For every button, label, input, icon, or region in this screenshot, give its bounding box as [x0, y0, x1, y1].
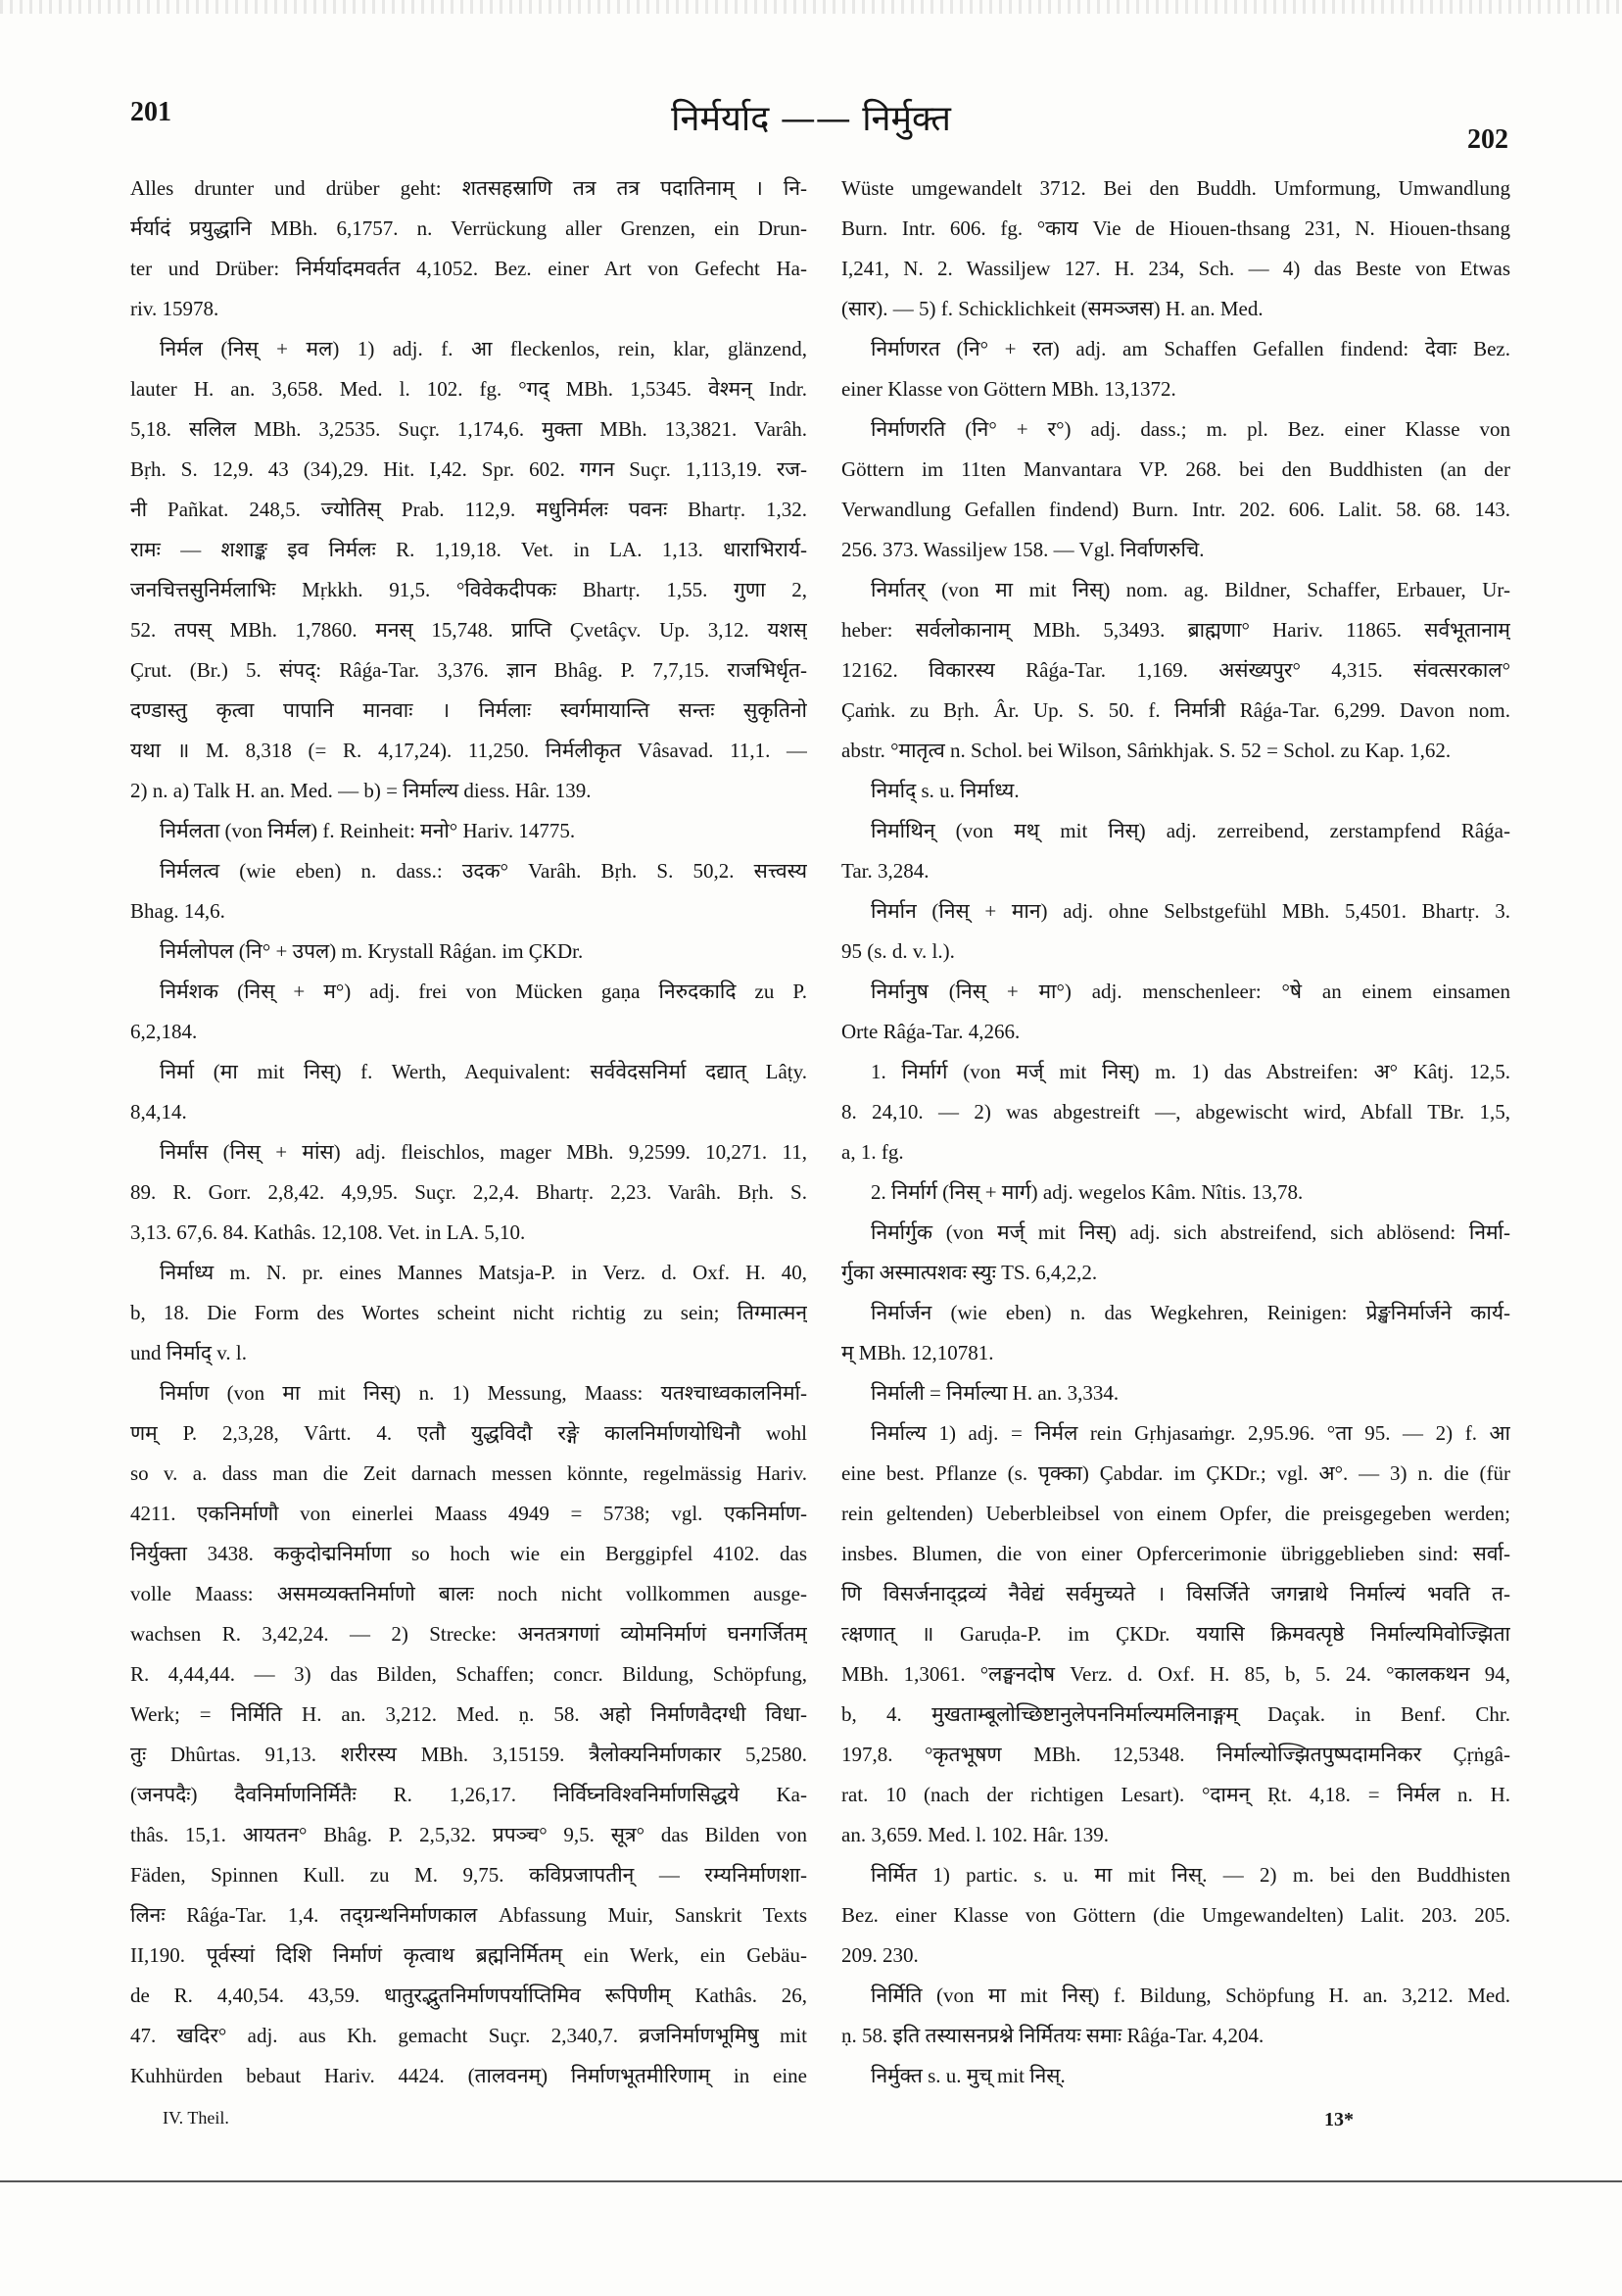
- entry-line: [841, 1735, 1510, 1775]
- entry-line-text: 197,8. °कृतभूषण MBh. 12,5348. निर्माल्योज्झितपुष्पदामनिकर Çṛṅgâ-: [841, 1743, 1510, 1766]
- entry-line-text: 52. तपस् MBh. 1,7860. मनस् 15,748. प्राप्ति Çvetâçv. Up. 3,12. यशस्: [130, 618, 807, 642]
- entry-line-text: rein geltenden) Ueberbleibsel von einem Opfer, die preisgegeben werden;: [841, 1502, 1510, 1525]
- entry-line: [841, 1052, 1510, 1092]
- entry-line: [130, 771, 807, 811]
- entry-line: [130, 1132, 807, 1172]
- entry-line: [130, 972, 807, 1012]
- entry-line-text: Kuhhürden bebaut Hariv. 4424. (तालवनम्) निर्माणभूतमीरिणाम् in eine: [130, 2064, 807, 2087]
- entry-line: [130, 1534, 807, 1574]
- entry-line-text: निर्मित 1) partic. s. u. मा mit निस्. — 2) m. bei den Buddhisten: [871, 1863, 1510, 1887]
- entry-line: [841, 289, 1510, 329]
- entry-line: [841, 1775, 1510, 1815]
- entry-line-text: निर्माल्य 1) adj. = निर्मल rein Gṛhjasaṁgr. 2,95.96. °ता 95. — 2) f. आ: [871, 1421, 1510, 1445]
- entry-line: [841, 1494, 1510, 1534]
- entry-line: [130, 530, 807, 570]
- entry-line: [841, 490, 1510, 530]
- entry-line-text: निर्मलत्व (wie eben) n. dass.: उदक° Varâh. Bṛh. S. 50,2. सत्त्वस्य: [160, 859, 807, 883]
- entry-line-text: Göttern im 11ten Manvantara VP. 268. bei den Buddhisten (an der: [841, 457, 1510, 481]
- entry-line: [841, 1092, 1510, 1132]
- entry-line: [130, 168, 807, 209]
- entry-line-text: Çaṁk. zu Bṛh. Âr. Up. S. 50. f. निर्मात्री Râǵa-Tar. 6,299. Davon nom.: [841, 698, 1510, 722]
- entry-line: [130, 289, 807, 329]
- entry-line: [841, 1413, 1510, 1454]
- signature-mark: 13*: [1324, 2109, 1354, 2130]
- entry-line: [841, 329, 1510, 369]
- entry-line-text: निर्माथिन् (von मथ् mit निस्) adj. zerreibend, zerstampfend Râǵa-: [871, 819, 1510, 842]
- entry-line: [130, 1574, 807, 1614]
- dictionary-entry: [130, 1373, 807, 2096]
- entry-line-text: abstr. °मातृत्व n. Schol. bei Wilson, Sâṁkhjak. S. 52 = Schol. zu Kap. 1,62.: [841, 739, 1452, 762]
- dictionary-entry: [841, 1293, 1510, 1373]
- entry-line-text: Wüste umgewandelt 3712. Bei den Buddh. Umformung, Umwandlung: [841, 176, 1510, 200]
- entry-line: [130, 369, 807, 409]
- entry-line: [841, 972, 1510, 1012]
- entry-line-text: 209. 230.: [841, 1943, 919, 1967]
- entry-line: [130, 450, 807, 490]
- entry-line: [130, 329, 807, 369]
- entry-line: [130, 1454, 807, 1494]
- entry-line-text: निर्माध्य m. N. pr. eines Mannes Matsja-P. in Verz. d. Oxf. H. 40,: [160, 1261, 807, 1284]
- entry-line-text: rat. 10 (nach der richtigen Lesart). °दामन् Ṛt. 4,18. = निर्मल n. H.: [841, 1783, 1510, 1806]
- entry-line: [841, 650, 1510, 691]
- entry-line-text: 2. निर्मार्ग (निस् + मार्ग) adj. wegelos Kâm. Nîtis. 13,78.: [871, 1180, 1304, 1204]
- entry-line-text: 12162. विकारस्य Râǵa-Tar. 1,169. असंख्यपुर° 4,315. संवत्सरकाल°: [841, 658, 1510, 682]
- entry-line-text: णि विसर्जनाद्द्रव्यं नैवेद्यं सर्वमुच्यते । विसर्जिते जगन्नाथे निर्माल्यं भवति त-: [841, 1582, 1510, 1605]
- entry-line: [130, 1373, 807, 1413]
- entry-line-text: म् MBh. 12,10781.: [841, 1341, 994, 1364]
- entry-line: [130, 249, 807, 289]
- dictionary-entry: [130, 1052, 807, 1132]
- entry-line: [841, 1373, 1510, 1413]
- entry-line-text: heber: सर्वलोकानाम् MBh. 5,3493. ब्राह्मणा° Hariv. 11865. सर्वभूतानाम्: [841, 618, 1510, 642]
- entry-line: [841, 1895, 1510, 1936]
- entry-line-text: नी Pañkat. 248,5. ज्योतिस् Prab. 112,9. मधुनिर्मलः पवनः Bhartṛ. 1,32.: [130, 498, 807, 521]
- entry-line: [130, 1253, 807, 1293]
- entry-line-text: thâs. 15,1. आयतन° Bhâg. P. 2,5,32. प्रपञ्च° 9,5. सूत्र° das Bilden von: [130, 1823, 807, 1846]
- entry-line-text: Werk; = निर्मिति H. an. 3,212. Med. ṇ. 58. अहो निर्माणवैदग्धी विधा-: [130, 1702, 807, 1726]
- entry-line: [130, 1052, 807, 1092]
- entry-line: [841, 168, 1510, 209]
- entry-line: [841, 1654, 1510, 1695]
- entry-line: [841, 1213, 1510, 1253]
- entry-line-text: 256. 373. Wassiljew 158. — Vgl. निर्वाणरुचि.: [841, 538, 1205, 561]
- dictionary-entry: [841, 1413, 1510, 1855]
- entry-line-text: 3,13. 67,6. 84. Kathâs. 12,108. Vet. in LA. 5,10.: [130, 1220, 526, 1244]
- entry-line: [841, 409, 1510, 450]
- entry-line-text: ter und Drüber: निर्मर्यादमवर्तत 4,1052. Bez. einer Art von Gefecht Ha-: [130, 257, 807, 280]
- entry-line: [130, 1333, 807, 1373]
- entry-line: [841, 1293, 1510, 1333]
- entry-line: [130, 1012, 807, 1052]
- entry-line-text: b, 18. Die Form des Wortes scheint nicht richtig zu sein; तिग्मात्मन्: [130, 1301, 807, 1324]
- entry-line-text: त्क्षणात् ॥ Garuḍa-P. im ÇKDr. ययासि क्रिमवत्पृष्ठे निर्माल्यमिवोज्झिता: [841, 1622, 1510, 1646]
- dictionary-entry: [841, 771, 1510, 811]
- entry-line-text: insbes. Blumen, die von einer Opfercerimonie übriggeblieben sind: सर्वा-: [841, 1542, 1510, 1565]
- entry-line: [841, 2016, 1510, 2056]
- entry-line: [841, 1976, 1510, 2016]
- dictionary-entry: [841, 1172, 1510, 1213]
- entry-line-text: I,241, N. 2. Wassiljew 127. H. 234, Sch. — 4) das Beste von Etwas: [841, 257, 1510, 280]
- page-number-left: 201: [130, 97, 171, 127]
- entry-line: [841, 450, 1510, 490]
- entry-line-text: निर्मिति (von मा mit निस्) f. Bildung, Schöpfung H. an. 3,212. Med.: [871, 1984, 1510, 2007]
- entry-line: [841, 610, 1510, 650]
- entry-line: [130, 209, 807, 249]
- entry-line-text: दण्डास्तु कृत्वा पापानि मानवाः । निर्मलाः स्वर्गमायान्ति सन्तः सुकृतिनो: [130, 698, 807, 722]
- entry-line: [130, 610, 807, 650]
- dictionary-entry: [130, 329, 807, 811]
- entry-line-text: निर्मुक्त s. u. मुच् mit निस्.: [871, 2064, 1066, 2087]
- dictionary-entry: [130, 168, 807, 329]
- entry-line: [130, 1413, 807, 1454]
- entry-line: [130, 650, 807, 691]
- right-column: [841, 168, 1510, 2096]
- entry-line-text: यथा ॥ M. 8,318 (= R. 4,17,24). 11,250. निर्मलीकृत Vâsavad. 11,1. —: [130, 739, 807, 762]
- volume-note: IV. Theil.: [163, 2108, 229, 2128]
- entry-line-text: तुः Dhûrtas. 91,13. शरीरस्य MBh. 3,15159. त्रैलोक्यनिर्माणकार 5,2580.: [130, 1743, 807, 1766]
- entry-line-text: volle Maass: असमव्यक्तनिर्माणो बालः noch nicht vollkommen ausge-: [130, 1582, 807, 1605]
- entry-line-text: निर्मल (निस् + मल) 1) adj. f. आ fleckenlos, rein, klar, glänzend,: [160, 337, 807, 360]
- entry-line: [841, 1454, 1510, 1494]
- entry-line-text: निर्माणरत (नि° + रत) adj. am Schaffen Gefallen findend: देवाः Bez.: [871, 337, 1510, 360]
- entry-line-text: und निर्माद् v. l.: [130, 1341, 247, 1364]
- page-number-right: 202: [1467, 124, 1508, 155]
- dictionary-entry: [841, 1373, 1510, 1413]
- entry-line-text: 4211. एकनिर्माणौ von einerlei Maass 4949 = 5738; vgl. एकनिर्माण-: [130, 1502, 807, 1525]
- entry-line-text: (जनपदैः) दैवनिर्माणनिर्मितैः R. 1,26,17. निर्विघ्नविश्वनिर्माणसिद्धये Ka-: [130, 1783, 807, 1806]
- entry-line: [130, 1815, 807, 1855]
- dictionary-entry: [841, 891, 1510, 972]
- entry-line-text: riv. 15978.: [130, 297, 219, 320]
- dictionary-entry: [130, 811, 807, 851]
- entry-line: [130, 1855, 807, 1895]
- running-head: निर्मर्याद —— निर्मुक्त: [671, 99, 951, 139]
- entry-line-text: निर्मानुष (निस् + मा°) adj. menschenleer: °षे an einem einsamen: [871, 980, 1510, 1003]
- dictionary-entry: [841, 1976, 1510, 2056]
- entry-line: [130, 932, 807, 972]
- scan-edge: [0, 0, 1622, 14]
- entry-line-text: निर्मलता (von निर्मल) f. Reinheit: मनो° Hariv. 14775.: [160, 819, 576, 842]
- entry-line: [841, 731, 1510, 771]
- dictionary-entry: [841, 2056, 1510, 2096]
- entry-line: [130, 1494, 807, 1534]
- bottom-rule: [0, 2180, 1622, 2182]
- entry-line-text: 1. निर्मार्ग (von मर्ज् mit निस्) m. 1) das Abstreifen: अ° Kâtj. 12,5.: [871, 1060, 1510, 1083]
- entry-line: [130, 1895, 807, 1936]
- entry-line: [841, 1614, 1510, 1654]
- entry-line-text: eine best. Pflanze (s. पृक्का) Çabdar. im ÇKDr.; vgl. अ°. — 3) n. die (für: [841, 1461, 1510, 1485]
- entry-line-text: निर्मार्जन (wie eben) n. das Wegkehren, Reinigen: प्रेङ्खनिर्मार्जने कार्य-: [871, 1301, 1510, 1324]
- entry-line: [130, 891, 807, 932]
- entry-line: [130, 1936, 807, 1976]
- entry-line-text: निर्मांस (निस् + मांस) adj. fleischlos, mager MBh. 9,2599. 10,271. 11,: [160, 1140, 807, 1164]
- entry-line-text: रामः — शशाङ्क इव निर्मलः R. 1,19,18. Vet. in LA. 1,13. धाराभिरार्य-: [130, 538, 807, 561]
- entry-line: [841, 851, 1510, 891]
- entry-line: [841, 1534, 1510, 1574]
- entry-line-text: Bez. einer Klasse von Göttern (die Umgewandelten) Lalit. 203. 205.: [841, 1903, 1510, 1927]
- dictionary-entry: [841, 570, 1510, 771]
- entry-line: [841, 570, 1510, 610]
- entry-line-text: Tar. 3,284.: [841, 859, 930, 883]
- dictionary-entry: [841, 1855, 1510, 1976]
- dictionary-entry: [841, 409, 1510, 570]
- entry-line-text: R. 4,44,44. — 3) das Bilden, Schaffen; concr. Bildung, Schöpfung,: [130, 1662, 807, 1686]
- entry-line: [130, 570, 807, 610]
- entry-line: [130, 1695, 807, 1735]
- entry-line-text: र्गुका अस्मात्पशवः स्युः TS. 6,4,2,2.: [841, 1261, 1098, 1284]
- entry-line-text: निर्मातर् (von मा mit निस्) nom. ag. Bildner, Schaffer, Erbauer, Ur-: [871, 578, 1510, 601]
- entry-line: [841, 1253, 1510, 1293]
- dictionary-entry: [130, 1253, 807, 1373]
- entry-line-text: einer Klasse von Göttern MBh. 13,1372.: [841, 377, 1176, 401]
- entry-line: [841, 1172, 1510, 1213]
- entry-line-text: निर्माद् s. u. निर्माध्य.: [871, 779, 1020, 802]
- entry-line-text: b, 4. मुखताम्बूलोच्छिष्टानुलेपननिर्माल्यमलिनाङ्गम् Daçak. in Benf. Chr.: [841, 1702, 1510, 1726]
- entry-line: [841, 2056, 1510, 2096]
- entry-line-text: निर्माणरति (नि° + र°) adj. dass.; m. pl. Bez. einer Klasse von: [871, 417, 1510, 441]
- entry-line-text: de R. 4,40,54. 43,59. धातुरद्भुतनिर्माणपर्याप्तिमिव रूपिणीम् Kathâs. 26,: [130, 1984, 807, 2007]
- entry-line: [130, 731, 807, 771]
- entry-line-text: Burn. Intr. 606. fg. °काय Vie de Hiouen-thsang 231, N. Hiouen-thsang: [841, 216, 1510, 240]
- dictionary-entry: [130, 932, 807, 972]
- entry-line-text: wachsen R. 3,42,24. — 2) Strecke: अनतत्रगणां व्योमनिर्माणं घनगर्जितम्: [130, 1622, 807, 1646]
- entry-line-text: निर्मशक (निस् + म°) adj. frei von Mücken gaṇa निरुदकादि zu P.: [160, 980, 807, 1003]
- entry-line: [130, 1293, 807, 1333]
- entry-line: [841, 209, 1510, 249]
- entry-line: [841, 691, 1510, 731]
- entry-line-text: निर्युक्ता 3438. ककुदोद्मनिर्माणा so hoch wie ein Berggipfel 4102. das: [130, 1542, 807, 1565]
- entry-line-text: निर्मा (मा mit निस्) f. Werth, Aequivalent: सर्ववेदसनिर्मा दद्यात् Lâṭy.: [160, 1060, 807, 1083]
- entry-line-text: II,190. पूर्वस्यां दिशि निर्माणं कृत्वाथ ब्रह्मनिर्मितम् ein Werk, ein Gebäu-: [130, 1943, 807, 1967]
- dictionary-entry: [841, 811, 1510, 891]
- entry-line-text: a, 1. fg.: [841, 1140, 904, 1164]
- entry-line: [130, 2016, 807, 2056]
- entry-line: [130, 490, 807, 530]
- entry-line: [130, 811, 807, 851]
- entry-line: [130, 851, 807, 891]
- entry-line-text: 8. 24,10. — 2) was abgestreift —, abgewischt wird, Abfall TBr. 1,5,: [841, 1100, 1510, 1124]
- entry-line-text: (सार). — 5) f. Schicklichkeit (समञ्जस) H. an. Med.: [841, 297, 1264, 320]
- dictionary-entry: [841, 972, 1510, 1052]
- entry-line-text: MBh. 1,3061. °लङ्घनदोष Verz. d. Oxf. H. 85, b, 5. 24. °कालकथन 94,: [841, 1662, 1510, 1686]
- entry-line-text: णम् P. 2,3,28, Vârtt. 4. एतौ युद्धविदौ रङ्गे कालनिर्माणयोधिनौ wohl: [130, 1421, 807, 1445]
- entry-line: [130, 1976, 807, 2016]
- dictionary-entry: [130, 972, 807, 1052]
- dictionary-entry: [841, 1052, 1510, 1172]
- entry-line-text: 95 (s. d. v. l.).: [841, 939, 955, 963]
- entry-line-text: ṇ. 58. इति तस्यासनप्रश्ने निर्मितयः समाः Râǵa-Tar. 4,204.: [841, 2024, 1264, 2047]
- entry-line: [130, 1172, 807, 1213]
- entry-line-text: निर्माली = निर्माल्या H. an. 3,334.: [871, 1381, 1120, 1405]
- entry-line-text: र्मर्यादं प्रयुद्धानि MBh. 6,1757. n. Verrückung aller Grenzen, ein Drun-: [130, 216, 807, 240]
- entry-line: [130, 1775, 807, 1815]
- entry-line-text: 89. R. Gorr. 2,8,42. 4,9,95. Suçr. 2,2,4. Bhartṛ. 2,23. Varâh. Bṛh. S.: [130, 1180, 807, 1204]
- entry-line-text: Verwandlung Gefallen findend) Burn. Intr. 202. 606. Lalit. 58. 68. 143.: [841, 498, 1510, 521]
- entry-line-text: 6,2,184.: [130, 1020, 198, 1043]
- entry-line: [130, 1092, 807, 1132]
- entry-line-text: लिनः Râǵa-Tar. 1,4. तद्ग्रन्थनिर्माणकाल Abfassung Muir, Sanskrit Texts: [130, 1903, 807, 1927]
- entry-line: [841, 1333, 1510, 1373]
- entry-line: [841, 811, 1510, 851]
- entry-line-text: Bhag. 14,6.: [130, 899, 225, 923]
- entry-line-text: Orte Râǵa-Tar. 4,266.: [841, 1020, 1021, 1043]
- entry-line-text: lauter H. an. 3,658. Med. l. 102. fg. °गद् MBh. 1,5345. वेश्मन् Indr.: [130, 377, 807, 401]
- dictionary-entry: [841, 168, 1510, 329]
- entry-line: [130, 1654, 807, 1695]
- entry-line: [841, 771, 1510, 811]
- entry-line-text: Bṛh. S. 12,9. 43 (34),29. Hit. I,42. Spr. 602. गगन Suçr. 1,113,19. रज-: [130, 457, 807, 481]
- entry-line: [841, 1574, 1510, 1614]
- entry-line: [130, 1213, 807, 1253]
- entry-line: [130, 2056, 807, 2096]
- entry-line: [130, 1614, 807, 1654]
- entry-line-text: निर्मान (निस् + मान) adj. ohne Selbstgefühl MBh. 5,4501. Bhartṛ. 3.: [871, 899, 1510, 923]
- dictionary-entry: [841, 329, 1510, 409]
- entry-line: [841, 1132, 1510, 1172]
- entry-line-text: 2) n. a) Talk H. an. Med. — b) = निर्माल्य diess. Hâr. 139.: [130, 779, 592, 802]
- entry-line-text: Çrut. (Br.) 5. संपद्: Râǵa-Tar. 3,376. ज्ञान Bhâg. P. 7,7,15. राजभिर्धृत-: [130, 658, 807, 682]
- entry-line-text: निर्मार्गुक (von मर्ज् mit निस्) adj. sich abstreifend, sich ablösend: निर्मा-: [871, 1220, 1510, 1244]
- entry-line-text: 8,4,14.: [130, 1100, 187, 1124]
- entry-line-text: जनचित्तसुनिर्मलाभिः Mṛkkh. 91,5. °विवेकदीपकः Bhartṛ. 1,55. गुणा 2,: [130, 578, 807, 601]
- entry-line: [841, 1936, 1510, 1976]
- entry-line: [841, 1695, 1510, 1735]
- entry-line: [841, 249, 1510, 289]
- entry-line: [841, 891, 1510, 932]
- entry-line: [841, 932, 1510, 972]
- entry-line-text: so v. a. dass man die Zeit darnach messen könnte, regelmässig Hariv.: [130, 1461, 807, 1485]
- entry-line: [130, 1735, 807, 1775]
- entry-line-text: निर्माण (von मा mit निस्) n. 1) Messung, Maass: यतश्चाध्वकालनिर्मा-: [160, 1381, 807, 1405]
- entry-line-text: 47. खदिर° adj. aus Kh. gemacht Suçr. 2,340,7. व्रजनिर्माणभूमिषु mit: [130, 2024, 807, 2047]
- dictionary-entry: [130, 1132, 807, 1253]
- entry-line: [841, 530, 1510, 570]
- entry-line: [841, 369, 1510, 409]
- dictionary-entry: [130, 851, 807, 932]
- entry-line: [130, 409, 807, 450]
- entry-line: [841, 1855, 1510, 1895]
- entry-line-text: निर्मलोपल (नि° + उपल) m. Krystall Râǵan. im ÇKDr.: [160, 939, 584, 963]
- entry-line-text: an. 3,659. Med. l. 102. Hâr. 139.: [841, 1823, 1109, 1846]
- left-column: [130, 168, 807, 2096]
- entry-line-text: Alles drunter und drüber geht: शतसहस्राणि तत्र तत्र पदातिनाम् । नि-: [130, 176, 807, 200]
- entry-line: [841, 1012, 1510, 1052]
- entry-line: [841, 1815, 1510, 1855]
- entry-line-text: Fäden, Spinnen Kull. zu M. 9,75. कविप्रजापतीन् — रम्यनिर्माणशा-: [130, 1863, 807, 1887]
- entry-line-text: 5,18. सलिल MBh. 3,2535. Suçr. 1,174,6. मुक्ता MBh. 13,3821. Varâh.: [130, 417, 807, 441]
- dictionary-entry: [841, 1213, 1510, 1293]
- entry-line: [130, 691, 807, 731]
